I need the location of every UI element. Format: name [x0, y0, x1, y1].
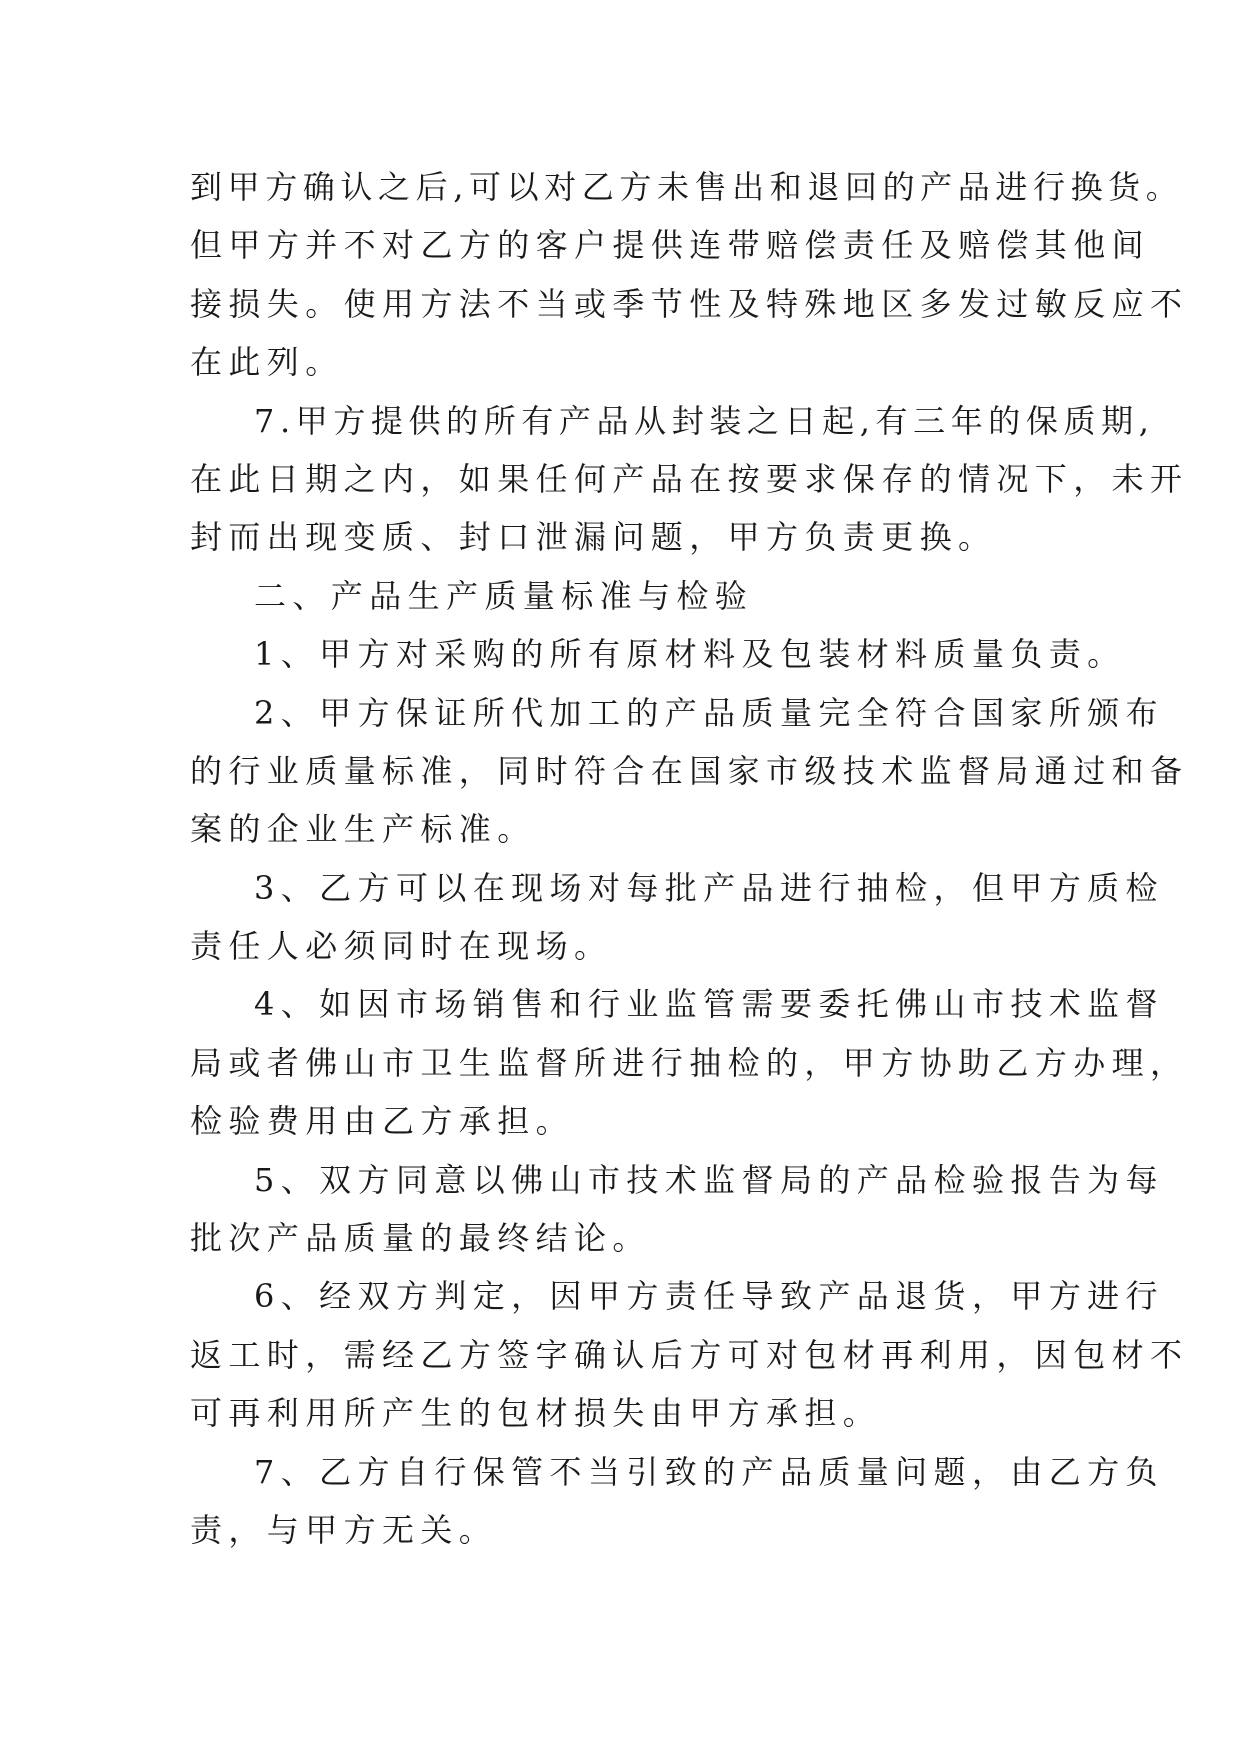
text-line: 3、乙方可以在现场对每批产品进行抽检，但甲方质检: [254, 868, 1164, 907]
section-heading: 二、产品生产质量标准与检验: [254, 576, 754, 615]
text-line: 1、甲方对采购的所有原材料及包装材料质量负责。: [254, 635, 1126, 674]
text-line: 批次产品质量的最终结论。: [190, 1219, 651, 1258]
text-line: 5、双方同意以佛山市技术监督局的产品检验报告为每: [254, 1160, 1164, 1199]
text-line: 4、如因市场销售和行业监管需要委托佛山市技术监督: [254, 985, 1164, 1024]
contract-body-text: [190, 158, 1189, 1559]
text-line: 返工时，需经乙方签字确认后方可对包材再利用，因包材不: [190, 1335, 1189, 1374]
text-line: 但甲方并不对乙方的客户提供连带赔偿责任及赔偿其他间: [190, 226, 1151, 265]
text-line: 接损失。使用方法不当或季节性及特殊地区多发过敏反应不: [190, 284, 1189, 323]
text-line: 在此列。: [190, 343, 344, 382]
text-line: 案的企业生产标准。: [190, 810, 536, 849]
text-line: 在此日期之内，如果任何产品在按要求保存的情况下，未开: [190, 459, 1189, 498]
text-line: 到甲方确认之后,可以对乙方未售出和退回的产品进行换货。: [190, 168, 1184, 206]
text-line: 责，与甲方无关。: [190, 1510, 498, 1549]
text-line: 可再利用所产生的包材损失由甲方承担。: [190, 1394, 882, 1433]
text-line: 局或者佛山市卫生监督所进行抽检的，甲方协助乙方办理，: [190, 1043, 1189, 1082]
text-line: 2、甲方保证所代加工的产品质量完全符合国家所颁布: [254, 693, 1164, 732]
text-line: 的行业质量标准，同时符合在国家市级技术监督局通过和备: [190, 751, 1189, 790]
text-line: 7.甲方提供的所有产品从封装之日起,有三年的保质期,: [254, 401, 1155, 440]
text-line: 检验费用由乙方承担。: [190, 1102, 575, 1141]
text-line: 7、乙方自行保管不当引致的产品质量问题，由乙方负: [254, 1452, 1164, 1491]
text-line: 封而出现变质、封口泄漏问题，甲方负责更换。: [190, 518, 997, 557]
text-line: 6、经双方判定，因甲方责任导致产品退货，甲方进行: [254, 1277, 1164, 1316]
text-line: 责任人必须同时在现场。: [190, 927, 613, 966]
